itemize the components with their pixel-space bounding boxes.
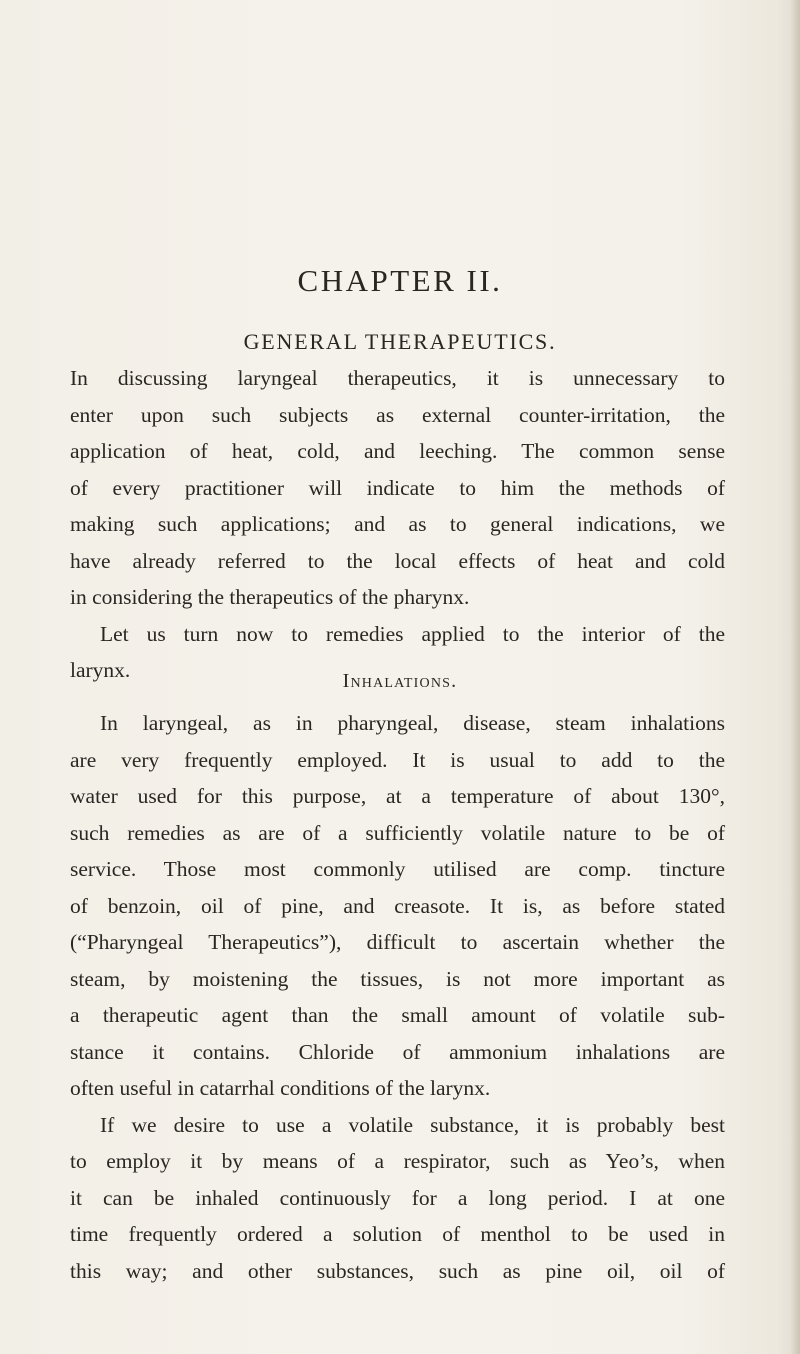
text-line: such remedies as are of a sufficiently volatile nature to be of [70, 820, 725, 845]
text-line: larynx. [70, 658, 131, 682]
text-line: (“Pharyngeal Therapeutics”), difficult to ascertain whether the [70, 930, 725, 954]
intro-text-block [70, 360, 725, 689]
text-line: In discussing laryngeal therapeutics, it is unnecessary to [70, 366, 725, 390]
text-line: have already referred to the local effects of heat and cold [70, 548, 725, 573]
text-line: application of heat, cold, and leeching. The common sense [70, 439, 725, 463]
text-line: it can be inhaled continuously for a long period. I at one [70, 1185, 725, 1210]
text-line: this way; and other substances, such as pine oil, oil of [70, 1258, 725, 1283]
text-line: If we desire to use a volatile substance, it is probably best [100, 1112, 725, 1137]
text-line: enter upon such subjects as external counter-irritation, the [70, 402, 725, 427]
inhalations-paragraph-1 [70, 705, 725, 1107]
inhalations-paragraph-2 [70, 1107, 725, 1290]
text-line: making such applications; and as to general indications, we [70, 512, 725, 536]
text-line: steam, by moistening the tissues, is not more important as [70, 966, 725, 991]
text-line: water used for this purpose, at a temperature of about 130°, [70, 784, 725, 808]
text-line: stance it contains. Chloride of ammonium inhalations are [70, 1039, 725, 1064]
text-line: of benzoin, oil of pine, and creasote. It is, as before stated [70, 893, 725, 918]
chapter-heading: CHAPTER II. [297, 263, 503, 298]
text-line: in considering the therapeutics of the pharynx. [70, 585, 470, 609]
subheading-inhalations: Inhalations. [342, 670, 458, 692]
text-line: Let us turn now to remedies applied to the interior of the [100, 621, 725, 646]
inhalations-text-block [70, 705, 725, 1289]
text-line: time frequently ordered a solution of menthol to be used in [70, 1222, 725, 1246]
text-line: of every practitioner will indicate to him the methods of [70, 475, 725, 500]
text-line: often useful in catarrhal conditions of the larynx. [70, 1076, 491, 1100]
text-line: service. Those most commonly utilised are comp. tincture [70, 857, 725, 881]
section-title: GENERAL THERAPEUTICS. [243, 329, 557, 354]
intro-paragraph [70, 360, 725, 616]
text-line: are very frequently employed. It is usual to add to the [70, 747, 725, 772]
text-line: a therapeutic agent than the small amount of volatile sub- [70, 1003, 725, 1027]
text-line: to employ it by means of a respirator, such as Yeo’s, when [70, 1149, 725, 1173]
text-line: In laryngeal, as in pharyngeal, disease, steam inhalations [100, 711, 725, 735]
